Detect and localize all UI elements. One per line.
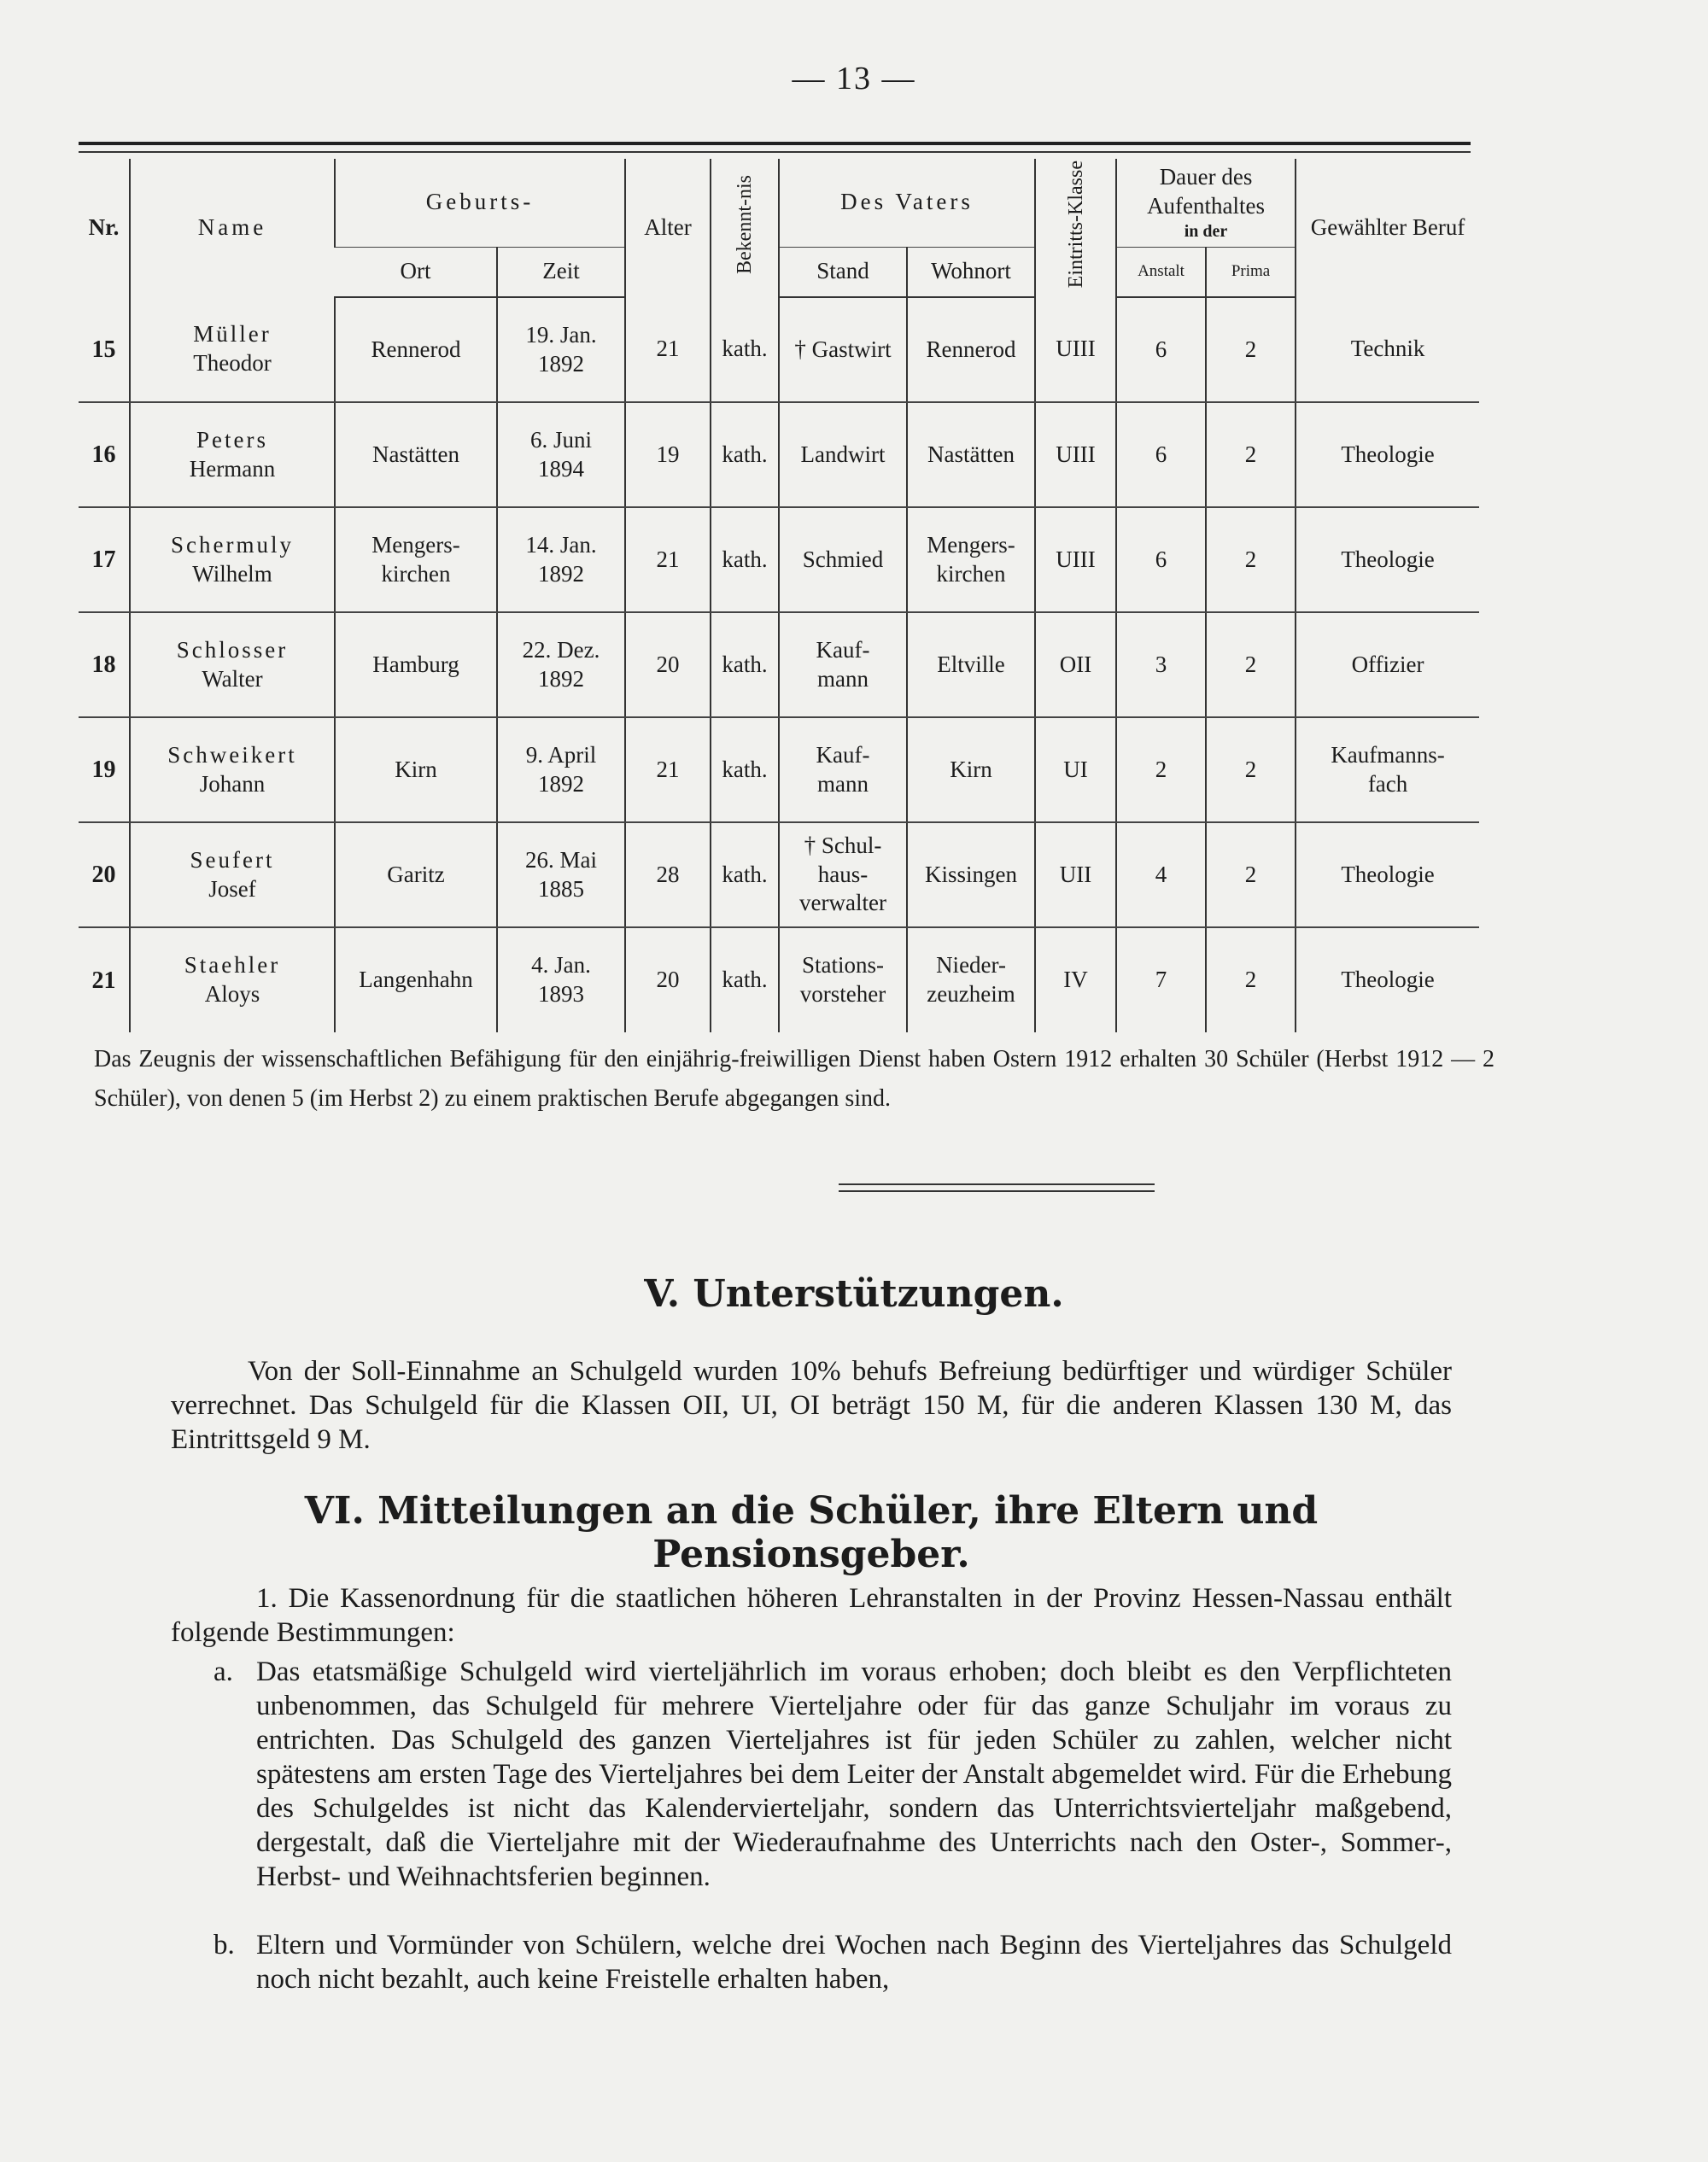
section-divider xyxy=(839,1183,1155,1185)
cell-nr: 20 xyxy=(79,822,130,927)
header-anstalt: Anstalt xyxy=(1116,247,1206,297)
cell-stand-line: mann xyxy=(817,770,869,797)
header-bekenntnis-label: Bekennt-nis xyxy=(734,174,757,274)
cell-stand-line: † Schul- xyxy=(804,832,882,858)
cell-zeit xyxy=(497,822,625,927)
cell-wohnort-line: Mengers- xyxy=(927,531,1015,558)
cell-wohnort-line: zeuzheim xyxy=(927,981,1015,1008)
cell-surname: Müller xyxy=(193,321,272,348)
header-nr: Nr. xyxy=(88,214,120,241)
cell-klasse: UIII xyxy=(1035,402,1116,507)
cell-name xyxy=(130,402,335,507)
cell-prima: 2 xyxy=(1206,297,1296,402)
cell-bekenntnis: kath. xyxy=(711,297,779,402)
cell-zeit-line: 1894 xyxy=(538,455,584,482)
cell-zeit-line: 19. Jan. xyxy=(525,321,597,348)
cell-wohnort xyxy=(907,612,1035,717)
cell-stand xyxy=(779,402,907,507)
cell-ort-line: Garitz xyxy=(387,861,445,887)
header-stand: Stand xyxy=(779,247,907,297)
cell-zeit xyxy=(497,612,625,717)
cell-ort xyxy=(335,927,497,1032)
cell-zeit-line: 22. Dez. xyxy=(522,636,600,663)
cell-prima: 2 xyxy=(1206,507,1296,612)
cell-stand-line: vorsteher xyxy=(799,981,886,1008)
section-6-intro: 1. Die Kassenordnung für die staatlichen höheren Lehranstalten in der Provinz Hessen-Nassau enthält folgende Bestimmungen: xyxy=(171,1583,1452,1648)
cell-stand-line: Schmied xyxy=(802,546,884,572)
cell-nr: 15 xyxy=(79,297,130,402)
cell-ort xyxy=(335,507,497,612)
cell-alter: 21 xyxy=(625,507,711,612)
cell-beruf xyxy=(1296,717,1479,822)
cell-beruf-line: Technik xyxy=(1350,336,1425,362)
header-zeit: Zeit xyxy=(497,247,625,297)
cell-anstalt: 6 xyxy=(1116,297,1206,402)
cell-klasse: UIII xyxy=(1035,297,1116,402)
cell-alter: 19 xyxy=(625,402,711,507)
cell-bekenntnis: kath. xyxy=(711,612,779,717)
header-in-der: in der xyxy=(1184,221,1228,241)
cell-zeit xyxy=(497,927,625,1032)
header-eintritts-label: Eintritts-Klasse xyxy=(1064,161,1087,289)
cell-beruf-line: Theologie xyxy=(1341,546,1435,572)
cell-bekenntnis: kath. xyxy=(711,822,779,927)
cell-firstname: Johann xyxy=(199,770,266,797)
header-prima: Prima xyxy=(1206,247,1296,297)
cell-beruf xyxy=(1296,297,1479,402)
cell-stand xyxy=(779,507,907,612)
list-item-b-label: b. xyxy=(214,1930,235,1960)
section-6-heading: VI. Mitteilungen an die Schüler, ihre Eltern und Pensionsgeber. xyxy=(304,1489,1319,1576)
cell-alter: 20 xyxy=(625,612,711,717)
cell-zeit xyxy=(497,717,625,822)
cell-beruf xyxy=(1296,927,1479,1032)
table-row xyxy=(79,612,1479,717)
cell-prima: 2 xyxy=(1206,927,1296,1032)
section-5-heading: V. Unterstützungen. xyxy=(644,1272,1064,1316)
table-top-rule-thin xyxy=(79,151,1471,153)
cell-anstalt: 3 xyxy=(1116,612,1206,717)
cell-wohnort-line: Nieder- xyxy=(936,952,1006,979)
cell-stand-line: haus- xyxy=(817,861,869,887)
cell-beruf xyxy=(1296,402,1479,507)
cell-beruf-line: Kaufmanns- xyxy=(1331,741,1445,768)
cell-nr: 19 xyxy=(79,717,130,822)
list-item-a xyxy=(171,1655,1452,1894)
cell-wohnort xyxy=(907,507,1035,612)
list-item-a-text: Das etatsmäßige Schulgeld wird vierteljährlich im voraus erhoben; doch bleibt es den Verpflichteten unbenommen, das Schulgeld für mehrere Vierteljahre oder für das ganze Schuljahr im voraus zu entrichten. Das Schulgeld des ganzen Vierteljahres ist für jeden Schüler zu zahlen, welcher nicht spätestens am ersten Tage des Vierteljahres bei dem Leiter der Anstalt abgemeldet wird. Für die Erhebung des Schulgeldes ist nicht das Kalendervierteljahr, sondern das Unterrichtsvierteljahr maßgebend, dergestalt, daß die Vierteljahre mit der Wiederaufnahme des Unterrichts nach den Oster-, Sommer-, Herbst- und Weihnachtsferien beginnen. xyxy=(256,1657,1452,1892)
cell-anstalt: 6 xyxy=(1116,507,1206,612)
cell-nr: 17 xyxy=(79,507,130,612)
cell-wohnort xyxy=(907,717,1035,822)
cell-bekenntnis: kath. xyxy=(711,402,779,507)
cell-stand xyxy=(779,612,907,717)
cell-surname: Schermuly xyxy=(171,531,294,558)
cell-bekenntnis: kath. xyxy=(711,507,779,612)
cell-ort xyxy=(335,297,497,402)
header-dauer-label: Dauer des Aufenthaltes xyxy=(1147,164,1266,219)
cell-ort-line: kirchen xyxy=(381,560,451,587)
cell-name xyxy=(130,927,335,1032)
cell-zeit-line: 26. Mai xyxy=(525,846,597,873)
cell-surname: Schlosser xyxy=(176,636,289,663)
cell-nr: 21 xyxy=(91,967,116,994)
cell-klasse: UI xyxy=(1035,717,1116,822)
header-ort: Ort xyxy=(335,247,497,297)
cell-klasse: IV xyxy=(1035,927,1116,1032)
cell-beruf-line: Offizier xyxy=(1351,651,1424,677)
cell-anstalt: 2 xyxy=(1116,717,1206,822)
cell-wohnort xyxy=(907,297,1035,402)
header-geburts: Geburts- xyxy=(335,159,625,247)
cell-stand-line: Stations- xyxy=(802,952,885,979)
header-beruf: Gewählter Beruf xyxy=(1296,159,1479,297)
cell-wohnort-line: Kirn xyxy=(950,756,992,782)
cell-zeit-line: 1892 xyxy=(538,770,584,797)
cell-anstalt: 4 xyxy=(1116,822,1206,927)
cell-ort-line: Mengers- xyxy=(371,531,460,558)
cell-zeit-line: 14. Jan. xyxy=(525,531,597,558)
cell-alter: 28 xyxy=(625,822,711,927)
table-row xyxy=(79,507,1479,612)
table-row xyxy=(79,927,1479,1032)
header-alter: Alter xyxy=(625,159,711,297)
list-item-b-text: Eltern und Vormünder von Schülern, welche drei Wochen nach Beginn des Vierteljahres das Schulgeld noch nicht bezahlt, auch keine Freistelle erhalten haben, xyxy=(256,1930,1452,1995)
cell-zeit-line: 4. Jan. xyxy=(531,952,591,979)
cell-beruf-line: fach xyxy=(1367,770,1408,797)
cell-stand-line: † Gastwirt xyxy=(794,336,892,362)
cell-beruf xyxy=(1296,507,1479,612)
cell-stand xyxy=(779,717,907,822)
cell-bekenntnis: kath. xyxy=(711,927,779,1032)
cell-wohnort xyxy=(907,822,1035,927)
cell-stand-line: verwalter xyxy=(799,890,886,916)
cell-prima: 2 xyxy=(1206,402,1296,507)
list-item-a-label: a. xyxy=(214,1657,233,1687)
header-bekenntnis xyxy=(711,159,779,297)
cell-firstname: Hermann xyxy=(189,455,276,482)
cell-klasse: OII xyxy=(1035,612,1116,717)
cell-klasse: UII xyxy=(1035,822,1116,927)
cell-stand xyxy=(779,297,907,402)
cell-prima: 2 xyxy=(1206,612,1296,717)
cell-nr: 16 xyxy=(79,402,130,507)
cell-wohnort-line: Eltville xyxy=(937,651,1005,677)
cell-surname: Schweikert xyxy=(167,741,297,768)
cell-firstname: Wilhelm xyxy=(192,560,272,587)
cell-zeit-line: 1892 xyxy=(538,665,584,692)
cell-beruf xyxy=(1296,822,1479,927)
cell-zeit xyxy=(497,507,625,612)
student-table xyxy=(79,159,1479,1032)
header-des-vaters: Des Vaters xyxy=(779,159,1035,247)
cell-prima: 2 xyxy=(1206,822,1296,927)
cell-wohnort-line: kirchen xyxy=(936,560,1006,587)
cell-alter: 20 xyxy=(625,927,711,1032)
table-row xyxy=(79,402,1479,507)
cell-beruf-line: Theologie xyxy=(1341,861,1435,887)
cell-zeit-line: 6. Juni xyxy=(530,426,593,453)
section-5-text: Von der Soll-Einnahme an Schulgeld wurden 10% behufs Befreiung bedürftiger und würdiger Schüler verrechnet. Das Schulgeld für die Klassen OII, UI, OI beträgt 150 M, für die anderen Klassen 130 M, das Eintrittsgeld 9 M. xyxy=(171,1356,1452,1455)
cell-name xyxy=(130,612,335,717)
cell-nr: 18 xyxy=(79,612,130,717)
cell-stand-line: Landwirt xyxy=(800,441,886,467)
header-wohnort: Wohnort xyxy=(907,247,1035,297)
cell-firstname: Josef xyxy=(208,875,256,902)
cell-anstalt: 7 xyxy=(1116,927,1206,1032)
cell-zeit-line: 1893 xyxy=(538,981,584,1008)
cell-surname: Staehler xyxy=(184,952,281,979)
header-name: Name xyxy=(130,159,335,297)
cell-wohnort xyxy=(907,927,1035,1032)
cell-ort-line: Nastätten xyxy=(372,441,459,467)
cell-firstname: Aloys xyxy=(204,981,260,1008)
cell-zeit-line: 1892 xyxy=(538,560,584,587)
header-dauer xyxy=(1116,159,1296,247)
cell-name xyxy=(130,297,335,402)
cell-wohnort xyxy=(907,402,1035,507)
cell-ort xyxy=(335,717,497,822)
cell-stand xyxy=(779,927,907,1032)
cell-zeit-line: 1885 xyxy=(538,875,584,902)
table-row xyxy=(79,297,1479,402)
cell-beruf-line: Theologie xyxy=(1341,441,1435,467)
cell-stand-line: Kauf- xyxy=(816,636,870,663)
table-top-rule xyxy=(79,142,1471,145)
cell-bekenntnis: kath. xyxy=(711,717,779,822)
cell-prima: 2 xyxy=(1206,717,1296,822)
table-footnote: Das Zeugnis der wissenschaftlichen Befähigung für den einjährig-freiwilligen Dienst haben Ostern 1912 erhalten 30 Schüler (Herbst 1912 — 2 Schüler), von denen 5 (im Herbst 2) zu einem praktischen Berufe abgegangen sind. xyxy=(94,1046,1494,1112)
cell-zeit-line: 9. April xyxy=(525,741,597,768)
cell-wohnort-line: Nastätten xyxy=(927,441,1015,467)
cell-ort-line: Kirn xyxy=(395,756,437,782)
cell-firstname: Walter xyxy=(202,665,263,692)
cell-anstalt: 6 xyxy=(1116,402,1206,507)
cell-ort-line: Langenhahn xyxy=(359,967,473,993)
cell-zeit xyxy=(497,297,625,402)
cell-stand-line: mann xyxy=(817,665,869,692)
section-divider-second xyxy=(839,1190,1155,1192)
cell-zeit xyxy=(497,402,625,507)
cell-alter: 21 xyxy=(625,297,711,402)
cell-wohnort-line: Kissingen xyxy=(925,861,1018,887)
cell-name xyxy=(130,507,335,612)
cell-beruf-line: Theologie xyxy=(1341,967,1435,993)
cell-ort-line: Rennerod xyxy=(371,336,461,362)
cell-name xyxy=(130,717,335,822)
table-row xyxy=(79,717,1479,822)
page-number: — 13 — xyxy=(792,61,916,96)
cell-surname: Peters xyxy=(196,426,268,453)
cell-surname: Seufert xyxy=(190,846,275,873)
cell-stand-line: Kauf- xyxy=(816,741,870,768)
list-item-b xyxy=(171,1928,1452,1996)
cell-stand xyxy=(779,822,907,927)
cell-ort xyxy=(335,612,497,717)
cell-zeit-line: 1892 xyxy=(538,350,584,377)
cell-beruf xyxy=(1296,612,1479,717)
cell-firstname: Theodor xyxy=(193,350,272,377)
cell-ort xyxy=(335,822,497,927)
cell-alter: 21 xyxy=(625,717,711,822)
cell-wohnort-line: Rennerod xyxy=(926,336,1016,362)
cell-ort xyxy=(335,402,497,507)
header-eintritts-klasse xyxy=(1035,159,1116,297)
table-row xyxy=(79,822,1479,927)
cell-ort-line: Hamburg xyxy=(372,651,459,677)
cell-klasse: UIII xyxy=(1035,507,1116,612)
cell-name xyxy=(130,822,335,927)
